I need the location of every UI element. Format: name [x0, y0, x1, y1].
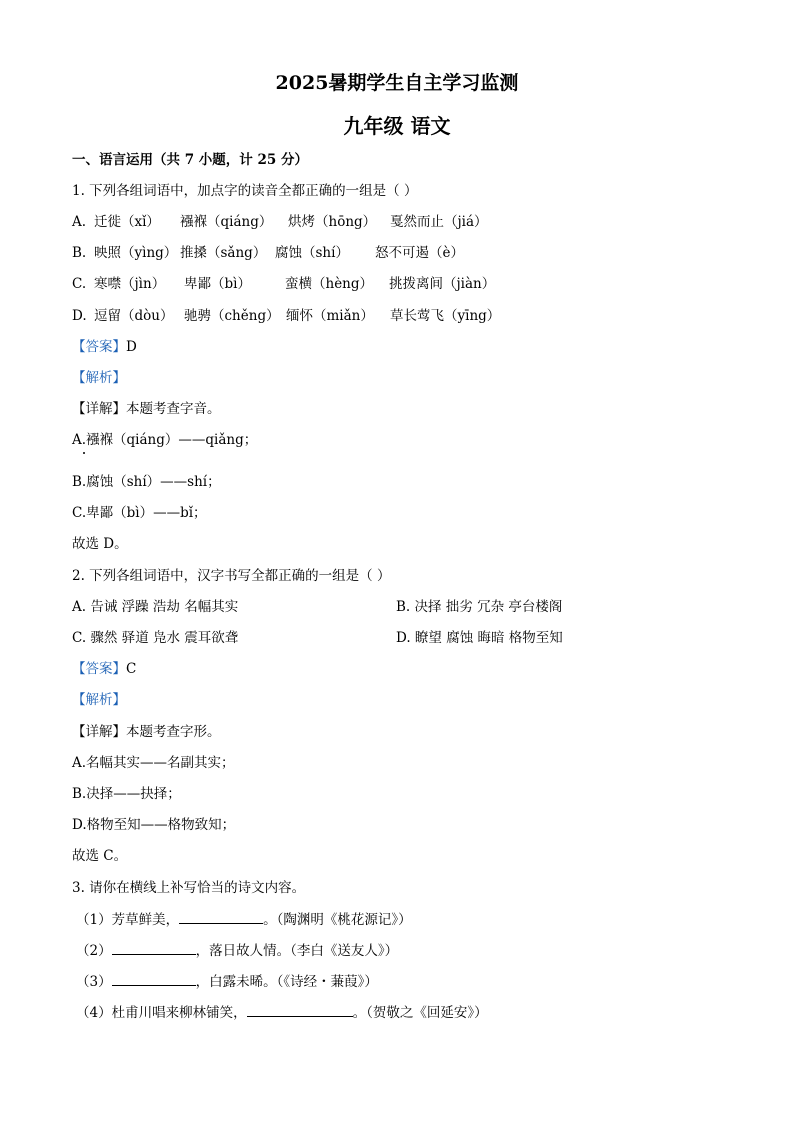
- q2-option-a: A. 告诫 浮躁 浩劫 名幅其实: [72, 599, 239, 615]
- q1-conclusion: 故选 D。: [72, 536, 128, 552]
- q1-detail-line-a: A.襁褓（qiáng）——qiǎng；: [72, 432, 258, 448]
- q1-detail: 【详解】本题考查字音。: [72, 401, 221, 417]
- doc-title: 2025暑期学生自主学习监测: [275, 72, 519, 94]
- q2-option-d: D. 瞭望 腐蚀 晦暗 格物至知: [396, 630, 563, 646]
- detail-tag: 【详解】: [72, 401, 126, 417]
- q1-option-a: A. 迁徙（xǐ） 襁褓（qiáng） 烘烤（hōng） 戛然而止（jiá）: [72, 214, 488, 230]
- analysis-tag: 【解析】: [72, 692, 126, 708]
- q1-answer: [72, 337, 137, 357]
- section-heading: 一、语言运用（共 7 小题，计 25 分）: [72, 152, 308, 168]
- q1-option-b: B. 映照（yìng） 推搡（sǎng） 腐蚀（shí） 怒不可遏（è）: [72, 245, 464, 261]
- doc-subtitle: 九年级 语文: [343, 114, 451, 138]
- q3-item-3: （3） ，白露未晞。（《诗经・蒹葭》）: [76, 971, 378, 992]
- detail-tag: 【详解】: [72, 724, 126, 740]
- q2-analysis: [72, 690, 126, 710]
- fill-blank[interactable]: [112, 971, 196, 986]
- fill-blank[interactable]: [112, 940, 196, 955]
- q2-stem: 2. 下列各组词语中，汉字书写全都正确的一组是（ ）: [72, 568, 391, 584]
- q3-item-2: （2） ，落日故人情。（李白《送友人》）: [76, 940, 398, 961]
- q1-analysis: [72, 368, 126, 388]
- q2-detail: 【详解】本题考查字形。: [72, 724, 221, 740]
- q2-conclusion: 故选 C。: [72, 848, 128, 864]
- answer-tag: 【答案】: [72, 661, 126, 677]
- q2-answer: [72, 659, 136, 679]
- q1-detail-line-b: B.腐蚀（shí）——shí；: [72, 474, 221, 490]
- fill-blank[interactable]: [247, 1002, 353, 1017]
- analysis-tag: 【解析】: [72, 370, 126, 386]
- fill-blank[interactable]: [179, 909, 263, 924]
- q1-stem: 1. 下列各组词语中，加点字的读音全都正确的一组是（ ）: [72, 183, 418, 199]
- q2-option-c: C. 骤然 驿道 凫水 震耳欲聋: [72, 630, 239, 646]
- answer-value: C: [126, 661, 137, 677]
- q2-option-b: B. 决择 拙劣 冗杂 亭台楼阁: [396, 599, 563, 615]
- q1-option-d: D. 逗留（dòu） 驰骋（chěng） 缅怀（miǎn） 草长莺飞（yīng）: [72, 308, 501, 324]
- q3-item-4: （4）杜甫川唱来柳林铺笑， 。（贺敬之《回延安》）: [76, 1002, 488, 1023]
- q3-stem: 3. 请你在横线上补写恰当的诗文内容。: [72, 880, 306, 896]
- q3-item-1: （1）芳草鲜美， 。（陶渊明《桃花源记》）: [76, 909, 412, 930]
- answer-tag: 【答案】: [72, 339, 126, 355]
- q1-detail-line-c: C.卑鄙（bì）——bǐ；: [72, 505, 207, 521]
- q2-detail-line-b: B.决择——抉择；: [72, 786, 181, 802]
- q1-option-c: C. 寒噤（jìn） 卑鄙（bì） 蛮横（hèng） 挑拨离间（jiàn）: [72, 276, 496, 292]
- emphasis-dot: [83, 452, 85, 454]
- q2-detail-line-a: A.名幅其实——名副其实；: [72, 755, 235, 771]
- answer-value: D: [126, 339, 137, 355]
- q2-detail-line-d: D.格物至知——格物致知；: [72, 817, 236, 833]
